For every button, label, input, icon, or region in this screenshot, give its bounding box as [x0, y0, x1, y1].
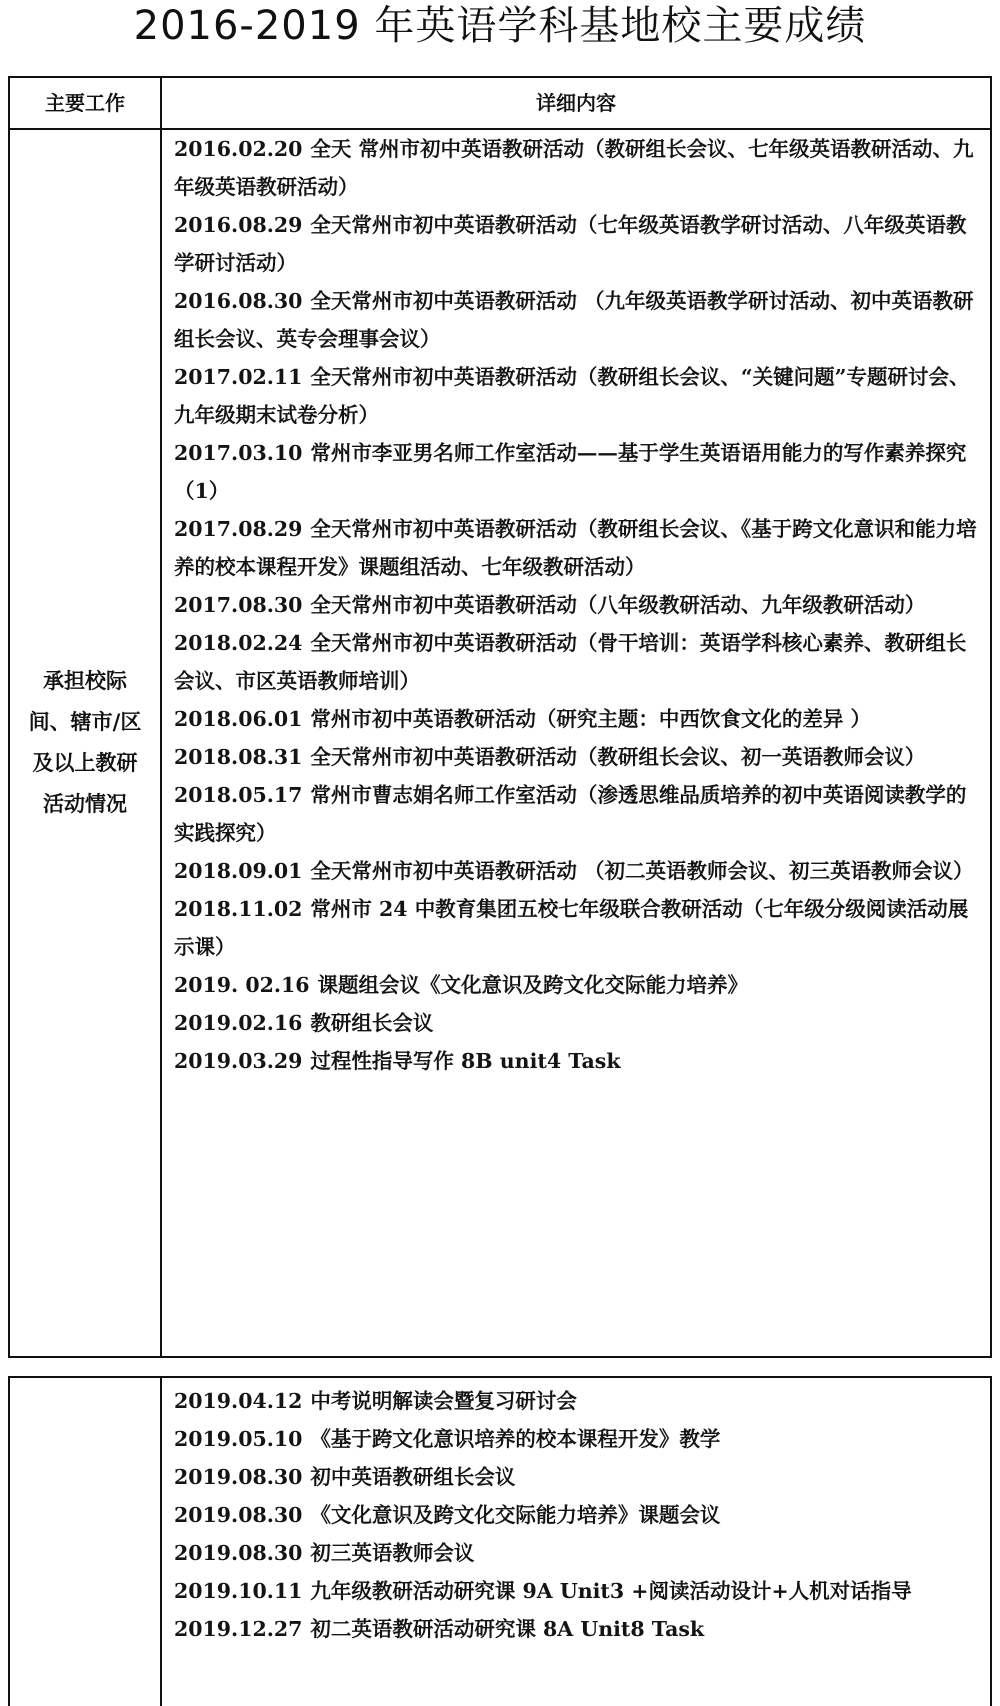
header-details: 详细内容: [536, 91, 616, 115]
achievements-table-continued: [8, 1376, 992, 1706]
activity-description: 教研组长会议: [310, 1011, 434, 1035]
activity-entry: [174, 510, 978, 586]
activity-date: 2019. 02.16: [174, 973, 310, 997]
activity-date: 2017.03.10: [174, 441, 303, 465]
activity-description: 常州市李亚男名师工作室活动——基于学生英语语用能力的写作素养探究（1）: [174, 441, 967, 503]
activity-date: 2016.08.30: [174, 289, 303, 313]
activity-date: 2018.05.17: [174, 783, 303, 807]
activity-description: 全天常州市初中英语教研活动（八年级教研活动、九年级教研活动）: [310, 593, 926, 617]
activity-date: 2018.06.01: [174, 707, 303, 731]
activity-entry: [174, 1610, 978, 1648]
activity-entry: [174, 358, 978, 434]
activity-date: 2019.03.29: [174, 1049, 303, 1073]
activity-description: 初二英语教研活动研究课 8A Unit8 Task: [310, 1617, 705, 1641]
activity-description: 全天常州市初中英语教研活动 （九年级英语教学研讨活动、初中英语教研组长会议、英专会理事会议）: [174, 289, 974, 351]
activity-date: 2019.05.10: [174, 1427, 303, 1451]
activity-date: 2019.08.30: [174, 1541, 303, 1565]
activity-date: 2016.08.29: [174, 213, 303, 237]
achievements-table: [8, 76, 992, 1358]
activity-description: 全天常州市初中英语教研活动（教研组长会议、初一英语教师会议）: [310, 745, 926, 769]
activity-entry: [174, 434, 978, 510]
column-divider: [160, 78, 162, 1356]
activity-description: 《文化意识及跨文化交际能力培养》课题会议: [310, 1503, 721, 1527]
activity-entry: [174, 206, 978, 282]
activity-description: 全天常州市初中英语教研活动（七年级英语教学研讨活动、八年级英语教学研讨活动）: [174, 213, 967, 275]
activity-entry: [174, 852, 978, 890]
activity-date: 2019.12.27: [174, 1617, 303, 1641]
activity-entry: [174, 1042, 978, 1080]
activity-date: 2018.09.01: [174, 859, 303, 883]
activity-description: 课题组会议《文化意识及跨文化交际能力培养》: [317, 973, 749, 997]
activity-description: 九年级教研活动研究课 9A Unit3 +阅读活动设计+人机对话指导: [310, 1579, 912, 1603]
activity-description: 全天 常州市初中英语教研活动（教研组长会议、七年级英语教研活动、九年级英语教研活动）: [174, 137, 974, 199]
activity-description: 常州市曹志娟名师工作室活动（渗透思维品质培养的初中英语阅读教学的实践探究）: [174, 783, 967, 845]
activity-entry: [174, 1382, 978, 1420]
activity-description: 常州市 24 中教育集团五校七年级联合教研活动（七年级分级阅读活动展示课）: [174, 897, 969, 959]
activity-entry: [174, 1004, 978, 1042]
activity-date: 2017.08.30: [174, 593, 303, 617]
activity-date: 2019.10.11: [174, 1579, 303, 1603]
activity-description: 全天常州市初中英语教研活动 （初二英语教师会议、初三英语教师会议）: [310, 859, 974, 883]
activity-date: 2018.11.02: [174, 897, 303, 921]
details-cell-continued: [174, 1382, 978, 1648]
activity-entry: [174, 1458, 978, 1496]
activity-date: 2018.02.24: [174, 631, 303, 655]
category-label: 承担校际间、辖市/区及以上教研活动情况: [28, 668, 142, 816]
activity-entry: [174, 700, 978, 738]
activity-entry: [174, 1534, 978, 1572]
activity-entry: [174, 1496, 978, 1534]
activity-description: 全天常州市初中英语教研活动（教研组长会议、“关键问题”专题研讨会、九年级期末试卷分析）: [174, 365, 970, 427]
activity-entry: [174, 586, 978, 624]
activity-description: 中考说明解读会暨复习研讨会: [310, 1389, 577, 1413]
activity-date: 2017.02.11: [174, 365, 303, 389]
activity-date: 2019.04.12: [174, 1389, 303, 1413]
activity-date: 2019.08.30: [174, 1465, 303, 1489]
page-title: 2016-2019 年英语学科基地校主要成绩: [133, 3, 867, 49]
activity-description: 初三英语教师会议: [310, 1541, 475, 1565]
activity-description: 常州市初中英语教研活动（研究主题：中西饮食文化的差异 ）: [310, 707, 872, 731]
activity-entry: [174, 1420, 978, 1458]
activity-entry: [174, 890, 978, 966]
category-cell: [10, 128, 160, 1356]
activity-description: 过程性指导写作 8B unit4 Task: [310, 1049, 621, 1073]
header-main-work: 主要工作: [45, 91, 125, 115]
activity-date: 2019.08.30: [174, 1503, 303, 1527]
activity-entry: [174, 1572, 978, 1610]
activity-date: 2019.02.16: [174, 1011, 303, 1035]
activity-description: 《基于跨文化意识培养的校本课程开发》教学: [310, 1427, 721, 1451]
column-divider: [160, 1378, 162, 1706]
activity-date: 2018.08.31: [174, 745, 303, 769]
activity-entry: [174, 130, 978, 206]
details-cell: [174, 130, 978, 1080]
activity-entry: [174, 738, 978, 776]
activity-description: 全天常州市初中英语教研活动（教研组长会议、《基于跨文化意识和能力培养的校本课程开发》课题组活动、七年级教研活动）: [174, 517, 977, 579]
activity-entry: [174, 624, 978, 700]
activity-description: 全天常州市初中英语教研活动（骨干培训：英语学科核心素养、教研组长会议、市区英语教师培训）: [174, 631, 967, 693]
activity-entry: [174, 966, 978, 1004]
activity-date: 2017.08.29: [174, 517, 303, 541]
activity-entry: [174, 776, 978, 852]
activity-description: 初中英语教研组长会议: [310, 1465, 516, 1489]
activity-date: 2016.02.20: [174, 137, 303, 161]
table-header-row: [10, 78, 990, 130]
activity-entry: [174, 282, 978, 358]
